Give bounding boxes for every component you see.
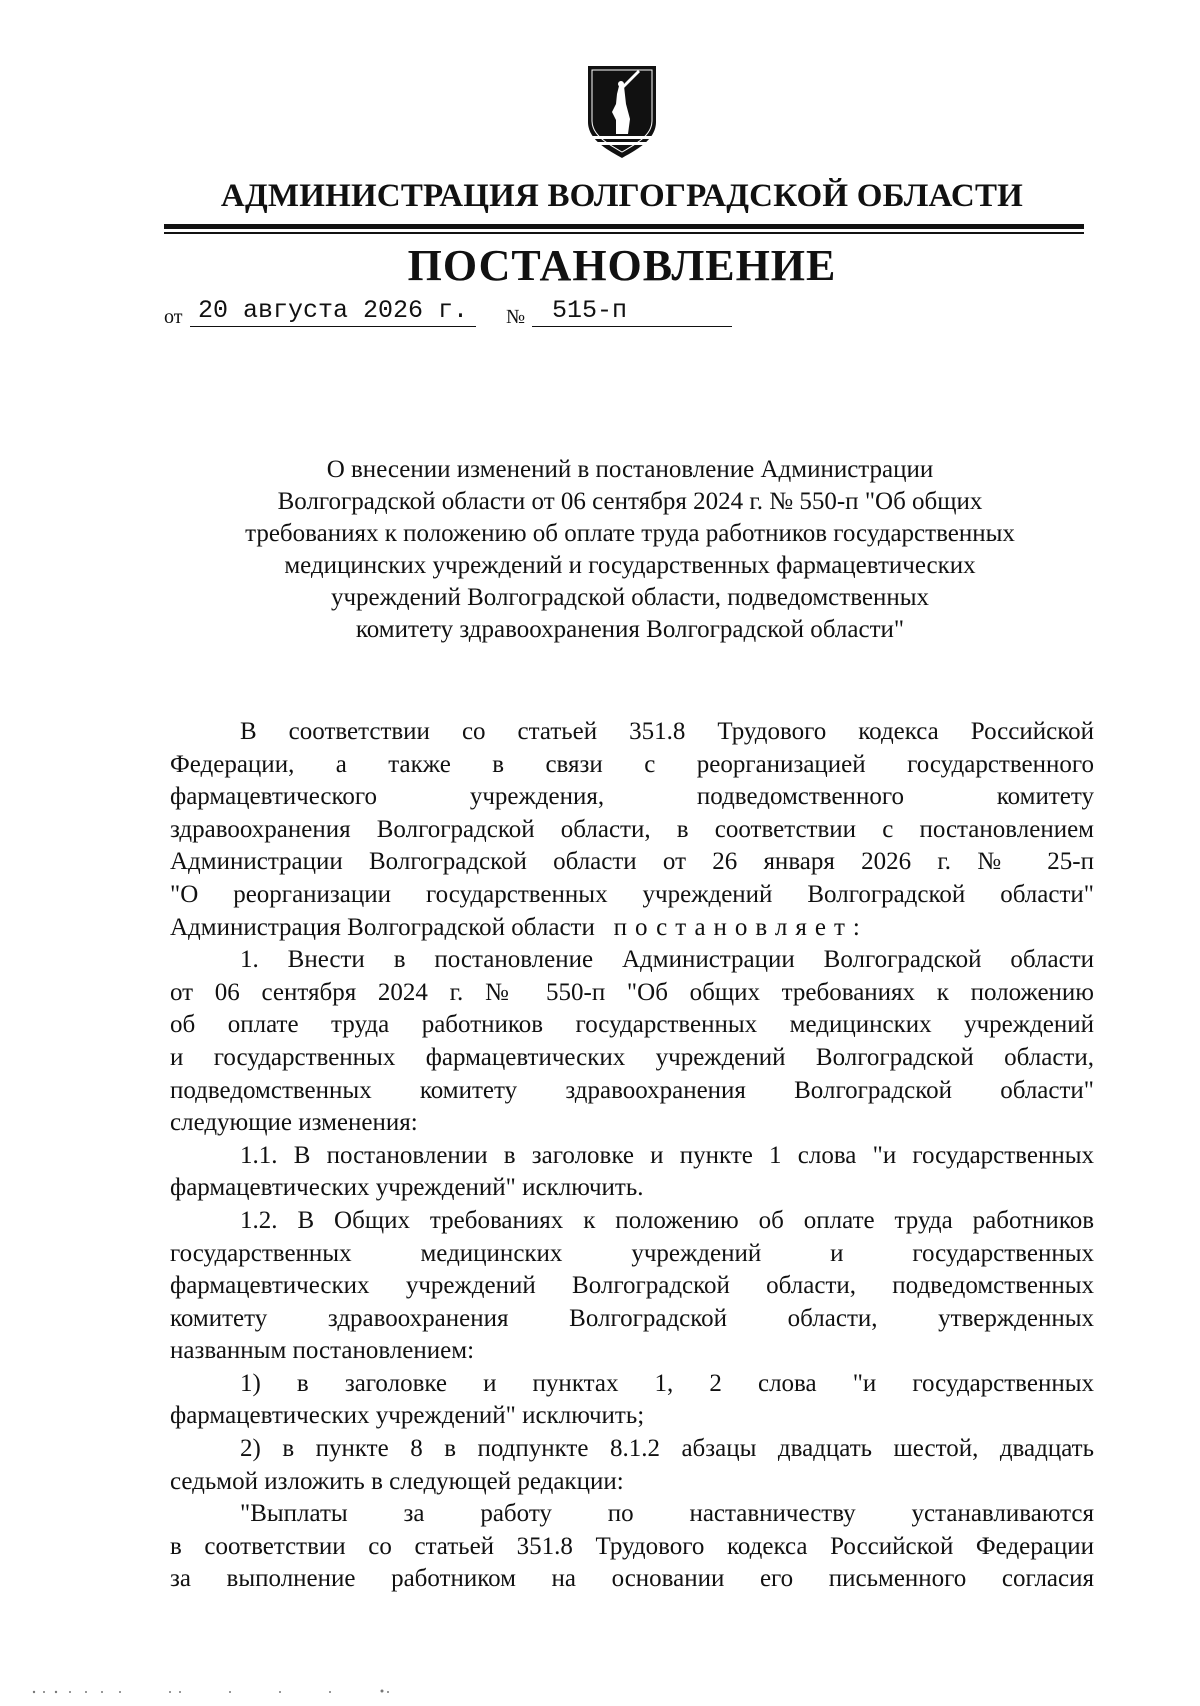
- body-line: В соответствии со статьей 351.8 Трудового кодекса Российской: [240, 718, 1094, 745]
- body-line: "О реорганизации государственных учреждений Волгоградской области": [170, 880, 1094, 908]
- body-line: комитету здравоохранения Волгоградской области, утвержденных: [170, 1304, 1094, 1332]
- subject-line: учреждений Волгоградской области, подведомственных: [330, 584, 930, 611]
- document-date: 20 августа 2026 г.: [190, 296, 476, 327]
- subject-line: О внесении изменений в постановление Администрации: [326, 456, 934, 483]
- body-line: 1.2. В Общих требованиях к положению об оплате труда работников: [240, 1206, 1094, 1234]
- body-line: названным постановлением:: [170, 1337, 475, 1365]
- subject-line: медицинских учреждений и государственных фармацевтических: [284, 552, 976, 579]
- header-divider-thick: [164, 224, 1084, 229]
- body-line: Администрации Волгоградской области от 26 января 2026 г. № 25-п: [170, 848, 1094, 876]
- number-label: №: [506, 306, 526, 328]
- body-line: 1.1. В постановлении в заголовке и пункте 1 слова "и государственных: [240, 1141, 1094, 1169]
- body-line: фармацевтических учреждений" исключить;: [170, 1402, 645, 1430]
- body-line: за выполнение работником на основании его письменного согласия: [170, 1565, 1094, 1593]
- body-line: седьмой изложить в следующей редакции:: [170, 1467, 624, 1495]
- body-line: фармацевтических учреждений Волгоградской области, подведомственных: [170, 1272, 1094, 1300]
- document-subject: [150, 454, 1110, 646]
- body-line: государственных медицинских учреждений и государственных: [170, 1239, 1094, 1267]
- document-meta-row: [164, 296, 764, 330]
- body-line-resolution: [170, 912, 1094, 945]
- subject-line: Волгоградской области от 06 сентября 2024 г. № 550-п "Об общих: [277, 488, 983, 515]
- body-line: об оплате труда работников государственных медицинских учреждений: [170, 1011, 1094, 1039]
- subject-line: комитету здравоохранения Волгоградской области": [355, 616, 905, 643]
- body-line: фармацевтического учреждения, подведомственного комитету: [170, 783, 1094, 811]
- header-divider-thin: [164, 232, 1084, 234]
- body-line: от 06 сентября 2024 г. № 550-п "Об общих требованиях к положению: [170, 978, 1094, 1006]
- body-line: Федерации, а также в связи с реорганизацией государственного: [170, 750, 1094, 778]
- body-line: следующие изменения:: [170, 1109, 418, 1137]
- body-line: в соответствии со статьей 351.8 Трудового кодекса Российской Федерации: [170, 1532, 1094, 1560]
- body-line: здравоохранения Волгоградской области, в соответствии с постановлением: [170, 815, 1094, 843]
- organization-title: АДМИНИСТРАЦИЯ ВОЛГОГРАДСКОЙ ОБЛАСТИ: [220, 178, 1024, 214]
- coat-of-arms-icon: [586, 64, 658, 160]
- resolving-authority: Администрация Волгоградской области: [170, 913, 595, 941]
- document-body: [170, 716, 1094, 1596]
- body-line: 1) в заголовке и пунктах 1, 2 слова "и государственных: [240, 1369, 1094, 1397]
- body-line: "Выплаты за работу по наставничеству устанавливаются: [240, 1500, 1094, 1528]
- body-line: и государственных фармацевтических учреждений Волгоградской области,: [170, 1043, 1094, 1071]
- body-line: 1. Внести в постановление Администрации Волгоградской области: [240, 946, 1094, 974]
- body-line: 2) в пункте 8 в подпункте 8.1.2 абзацы двадцать шестой, двадцать: [240, 1435, 1094, 1463]
- subject-line: требованиях к положению об оплате труда работников государственных: [245, 520, 1015, 547]
- scan-artifact: [30, 1686, 410, 1696]
- from-label: от: [164, 306, 183, 328]
- body-line: фармацевтических учреждений" исключить.: [170, 1174, 644, 1202]
- document-type-title: ПОСТАНОВЛЕНИЕ: [407, 241, 837, 290]
- document-number: 515-п: [532, 296, 732, 327]
- body-line: подведомственных комитету здравоохранения Волгоградской области": [170, 1076, 1094, 1104]
- resolves-word: постановляет:: [613, 913, 868, 941]
